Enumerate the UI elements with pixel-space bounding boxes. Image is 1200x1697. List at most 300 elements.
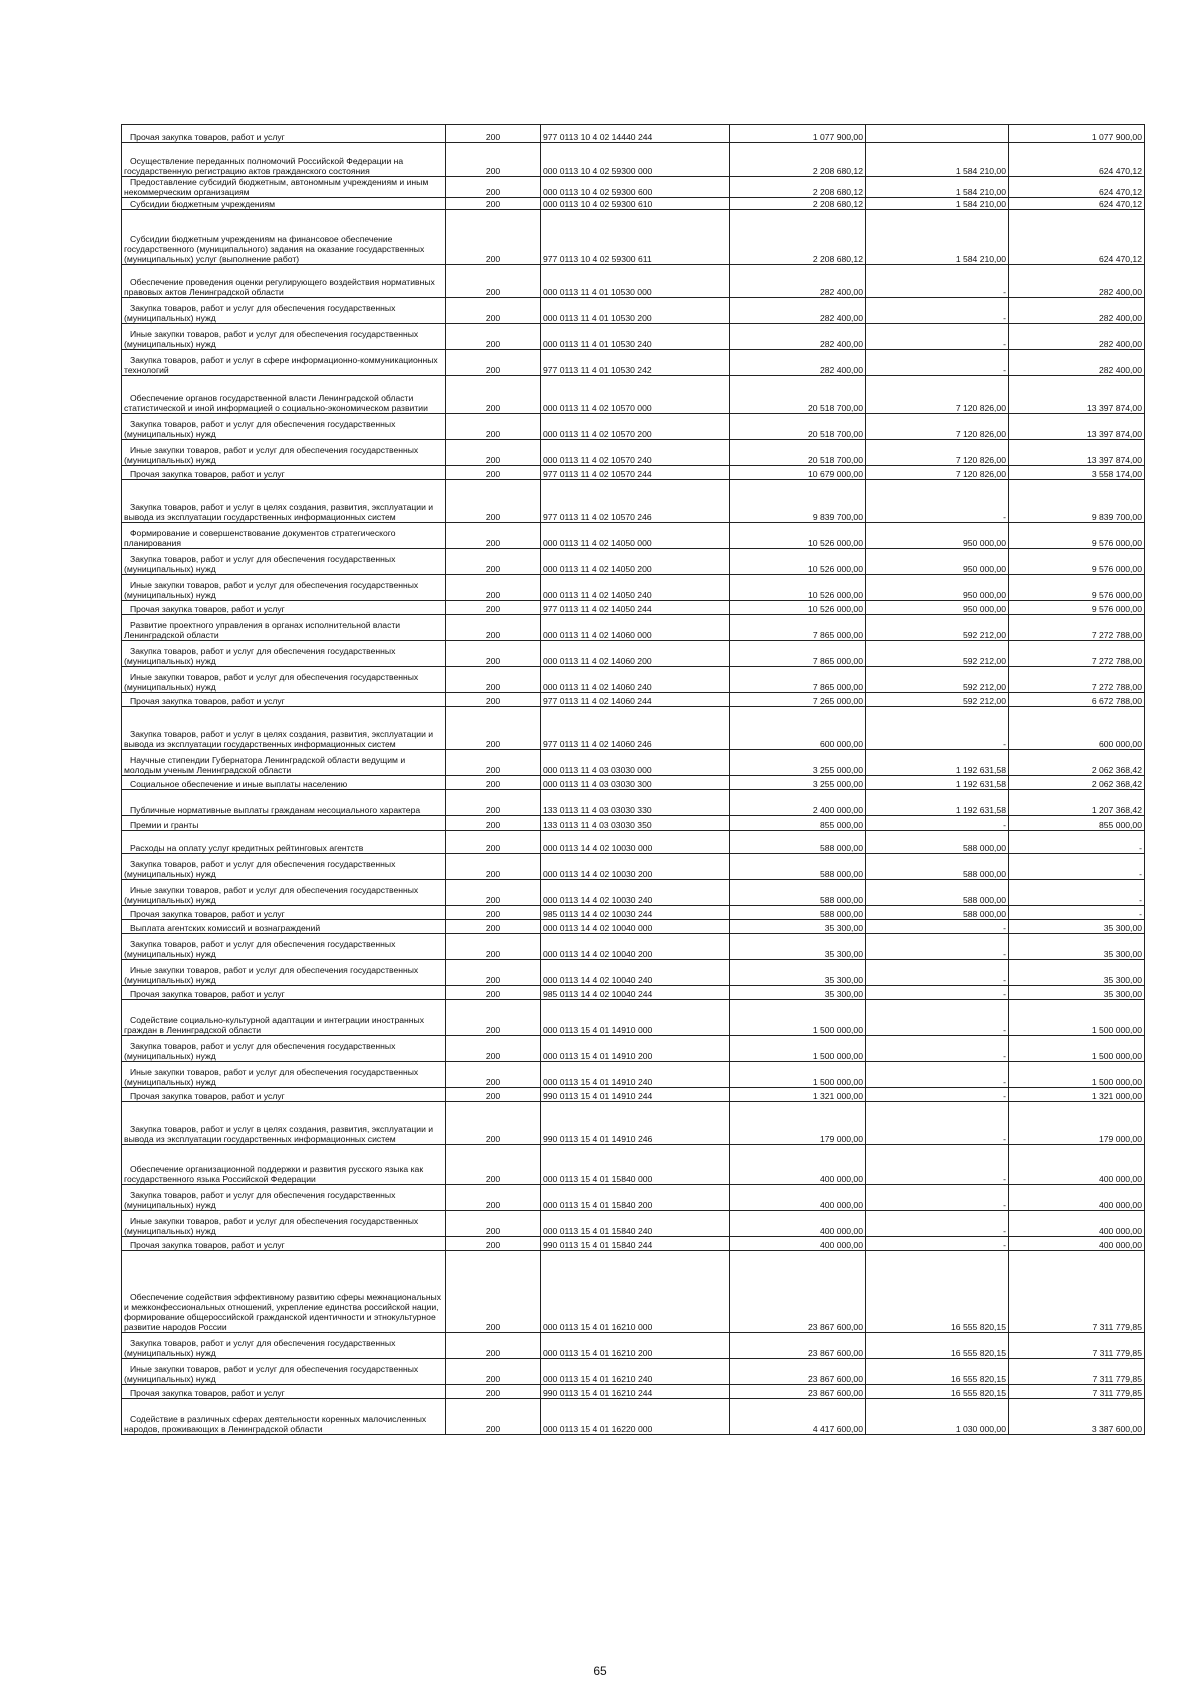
page-number: 65 (593, 1664, 607, 1678)
unexecuted-amount-cell: 1 077 900,00 (1009, 125, 1145, 143)
line-code-cell: 200 (446, 376, 541, 414)
budget-classification-code-cell: 000 0113 11 4 02 14060 000 (541, 615, 730, 641)
budget-classification-code-cell: 977 0113 11 4 02 14060 244 (541, 693, 730, 707)
unexecuted-amount-cell: 3 558 174,00 (1009, 466, 1145, 480)
unexecuted-amount-cell: 282 400,00 (1009, 324, 1145, 350)
approved-amount-cell: 35 300,00 (730, 934, 866, 960)
budget-classification-code-cell: 000 0113 15 4 01 15840 000 (541, 1145, 730, 1185)
budget-classification-code-cell: 000 0113 11 4 03 03030 000 (541, 750, 730, 776)
unexecuted-amount-cell: 282 400,00 (1009, 350, 1145, 376)
line-code-cell: 200 (446, 549, 541, 575)
line-code-cell: 200 (446, 707, 541, 750)
expense-name-cell: Иные закупки товаров, работ и услуг для обеспечения государственных (муниципальных) нужд (122, 960, 446, 986)
executed-amount-cell: 7 120 826,00 (866, 376, 1009, 414)
expense-name-cell: Иные закупки товаров, работ и услуг для обеспечения государственных (муниципальных) нужд (122, 667, 446, 693)
unexecuted-amount-cell: 7 311 779,85 (1009, 1385, 1145, 1399)
expense-name-cell: Закупка товаров, работ и услуг в сфере информационно-коммуникационных технологий (122, 350, 446, 376)
executed-amount-cell: 950 000,00 (866, 549, 1009, 575)
table-row (122, 1185, 1145, 1211)
executed-amount-cell: - (866, 1000, 1009, 1036)
budget-classification-code-cell: 133 0113 11 4 03 03030 330 (541, 790, 730, 816)
unexecuted-amount-cell: - (1009, 831, 1145, 854)
table-row (122, 776, 1145, 790)
line-code-cell: 200 (446, 854, 541, 880)
executed-amount-cell: 1 584 210,00 (866, 198, 1009, 210)
expense-name-cell: Расходы на оплату услуг кредитных рейтинговых агентств (122, 831, 446, 854)
line-code-cell: 200 (446, 523, 541, 549)
unexecuted-amount-cell: 1 500 000,00 (1009, 1062, 1145, 1088)
executed-amount-cell: 592 212,00 (866, 641, 1009, 667)
line-code-cell: 200 (446, 960, 541, 986)
executed-amount-cell: 7 120 826,00 (866, 466, 1009, 480)
expense-name-cell: Выплата агентских комиссий и вознаграждений (122, 920, 446, 934)
table-row (122, 210, 1145, 265)
expense-name-cell: Прочая закупка товаров, работ и услуг (122, 1237, 446, 1251)
expense-name-cell: Прочая закупка товаров, работ и услуг (122, 1385, 446, 1399)
expense-name-cell: Формирование и совершенствование документов стратегического планирования (122, 523, 446, 549)
approved-amount-cell: 1 500 000,00 (730, 1062, 866, 1088)
executed-amount-cell: 7 120 826,00 (866, 440, 1009, 466)
expense-name-cell: Закупка товаров, работ и услуг для обеспечения государственных (муниципальных) нужд (122, 1333, 446, 1359)
budget-classification-code-cell: 000 0113 11 4 02 14050 240 (541, 575, 730, 601)
expense-name-cell: Субсидии бюджетным учреждениям (122, 198, 446, 210)
budget-classification-code-cell: 000 0113 11 4 02 10570 000 (541, 376, 730, 414)
budget-classification-code-cell: 000 0113 15 4 01 14910 200 (541, 1036, 730, 1062)
line-code-cell: 200 (446, 1000, 541, 1036)
budget-classification-code-cell: 000 0113 15 4 01 14910 000 (541, 1000, 730, 1036)
line-code-cell: 200 (446, 601, 541, 615)
executed-amount-cell: - (866, 1102, 1009, 1145)
table-row (122, 549, 1145, 575)
approved-amount-cell: 2 400 000,00 (730, 790, 866, 816)
executed-amount-cell: - (866, 480, 1009, 523)
expense-name-cell: Обеспечение организационной поддержки и развития русского языка как государственного языка Российской Федерации (122, 1145, 446, 1185)
budget-classification-code-cell: 000 0113 10 4 02 59300 000 (541, 143, 730, 177)
unexecuted-amount-cell: 35 300,00 (1009, 960, 1145, 986)
expense-name-cell: Иные закупки товаров, работ и услуг для обеспечения государственных (муниципальных) нужд (122, 440, 446, 466)
budget-classification-code-cell: 990 0113 15 4 01 15840 244 (541, 1237, 730, 1251)
budget-classification-code-cell: 985 0113 14 4 02 10030 244 (541, 906, 730, 920)
expense-name-cell: Обеспечение органов государственной власти Ленинградской области статистической и иной информацией о социально-экономическом развитии (122, 376, 446, 414)
table-row (122, 693, 1145, 707)
approved-amount-cell: 855 000,00 (730, 816, 866, 831)
unexecuted-amount-cell: 13 397 874,00 (1009, 414, 1145, 440)
approved-amount-cell: 7 865 000,00 (730, 641, 866, 667)
table-row (122, 816, 1145, 831)
expense-name-cell: Содействие в различных сферах деятельности коренных малочисленных народов, проживающих в Ленинградской области (122, 1399, 446, 1435)
table-row (122, 831, 1145, 854)
table-row (122, 1359, 1145, 1385)
approved-amount-cell: 20 518 700,00 (730, 440, 866, 466)
approved-amount-cell: 400 000,00 (730, 1145, 866, 1185)
table-row (122, 854, 1145, 880)
unexecuted-amount-cell: 282 400,00 (1009, 298, 1145, 324)
unexecuted-amount-cell: 7 311 779,85 (1009, 1251, 1145, 1333)
budget-classification-code-cell: 000 0113 15 4 01 16210 240 (541, 1359, 730, 1385)
budget-classification-code-cell: 977 0113 11 4 02 10570 246 (541, 480, 730, 523)
budget-classification-code-cell: 000 0113 14 4 02 10030 200 (541, 854, 730, 880)
table-row (122, 1333, 1145, 1359)
unexecuted-amount-cell: - (1009, 880, 1145, 906)
expense-name-cell: Иные закупки товаров, работ и услуг для обеспечения государственных (муниципальных) нужд (122, 880, 446, 906)
line-code-cell: 200 (446, 1333, 541, 1359)
table-row (122, 750, 1145, 776)
line-code-cell: 200 (446, 440, 541, 466)
expense-name-cell: Прочая закупка товаров, работ и услуг (122, 1088, 446, 1102)
budget-classification-code-cell: 133 0113 11 4 03 03030 350 (541, 816, 730, 831)
table-row (122, 198, 1145, 210)
table-row (122, 1145, 1145, 1185)
unexecuted-amount-cell: 624 470,12 (1009, 198, 1145, 210)
budget-classification-code-cell: 985 0113 14 4 02 10040 244 (541, 986, 730, 1000)
expense-name-cell: Иные закупки товаров, работ и услуг для обеспечения государственных (муниципальных) нужд (122, 575, 446, 601)
budget-classification-code-cell: 990 0113 15 4 01 14910 244 (541, 1088, 730, 1102)
budget-classification-code-cell: 000 0113 15 4 01 16210 200 (541, 1333, 730, 1359)
budget-execution-table (121, 124, 1145, 1435)
line-code-cell: 200 (446, 1399, 541, 1435)
budget-classification-code-cell: 000 0113 11 4 03 03030 300 (541, 776, 730, 790)
unexecuted-amount-cell: 9 576 000,00 (1009, 601, 1145, 615)
table-row (122, 480, 1145, 523)
table-row (122, 177, 1145, 198)
approved-amount-cell: 7 865 000,00 (730, 615, 866, 641)
unexecuted-amount-cell: 2 062 368,42 (1009, 776, 1145, 790)
approved-amount-cell: 588 000,00 (730, 906, 866, 920)
approved-amount-cell: 23 867 600,00 (730, 1333, 866, 1359)
budget-classification-code-cell: 000 0113 14 4 02 10040 200 (541, 934, 730, 960)
approved-amount-cell: 400 000,00 (730, 1237, 866, 1251)
table-row (122, 1036, 1145, 1062)
unexecuted-amount-cell: 1 500 000,00 (1009, 1000, 1145, 1036)
approved-amount-cell: 35 300,00 (730, 960, 866, 986)
line-code-cell: 200 (446, 920, 541, 934)
table-row (122, 986, 1145, 1000)
expense-name-cell: Предоставление субсидий бюджетным, автономным учреждениям и иным некоммерческим организациям (122, 177, 446, 198)
budget-classification-code-cell: 000 0113 14 4 02 10030 240 (541, 880, 730, 906)
expense-name-cell: Премии и гранты (122, 816, 446, 831)
line-code-cell: 200 (446, 693, 541, 707)
expense-name-cell: Научные стипендии Губернатора Ленинградской области ведущим и молодым ученым Ленинградской области (122, 750, 446, 776)
line-code-cell: 200 (446, 324, 541, 350)
executed-amount-cell: - (866, 265, 1009, 298)
approved-amount-cell: 23 867 600,00 (730, 1385, 866, 1399)
executed-amount-cell: - (866, 1237, 1009, 1251)
unexecuted-amount-cell: 35 300,00 (1009, 934, 1145, 960)
table-row (122, 1000, 1145, 1036)
table-row (122, 440, 1145, 466)
approved-amount-cell: 10 526 000,00 (730, 549, 866, 575)
unexecuted-amount-cell: 35 300,00 (1009, 920, 1145, 934)
expense-name-cell: Прочая закупка товаров, работ и услуг (122, 125, 446, 143)
table-row (122, 615, 1145, 641)
executed-amount-cell: - (866, 986, 1009, 1000)
approved-amount-cell: 20 518 700,00 (730, 376, 866, 414)
approved-amount-cell: 282 400,00 (730, 298, 866, 324)
executed-amount-cell: 592 212,00 (866, 693, 1009, 707)
unexecuted-amount-cell: 2 062 368,42 (1009, 750, 1145, 776)
line-code-cell: 200 (446, 466, 541, 480)
table-row (122, 1211, 1145, 1237)
approved-amount-cell: 1 321 000,00 (730, 1088, 866, 1102)
executed-amount-cell: - (866, 324, 1009, 350)
unexecuted-amount-cell: 855 000,00 (1009, 816, 1145, 831)
expense-name-cell: Закупка товаров, работ и услуг для обеспечения государственных (муниципальных) нужд (122, 854, 446, 880)
unexecuted-amount-cell: 400 000,00 (1009, 1237, 1145, 1251)
executed-amount-cell: 588 000,00 (866, 906, 1009, 920)
line-code-cell: 200 (446, 265, 541, 298)
line-code-cell: 200 (446, 1062, 541, 1088)
unexecuted-amount-cell: 6 672 788,00 (1009, 693, 1145, 707)
approved-amount-cell: 400 000,00 (730, 1185, 866, 1211)
line-code-cell: 200 (446, 906, 541, 920)
executed-amount-cell: - (866, 1145, 1009, 1185)
expense-name-cell: Социальное обеспечение и иные выплаты населению (122, 776, 446, 790)
budget-classification-code-cell: 000 0113 11 4 02 10570 240 (541, 440, 730, 466)
executed-amount-cell: - (866, 816, 1009, 831)
line-code-cell: 200 (446, 1211, 541, 1237)
executed-amount-cell: - (866, 298, 1009, 324)
table-row (122, 934, 1145, 960)
executed-amount-cell: 588 000,00 (866, 880, 1009, 906)
line-code-cell: 200 (446, 1145, 541, 1185)
approved-amount-cell: 10 526 000,00 (730, 575, 866, 601)
expense-name-cell: Прочая закупка товаров, работ и услуг (122, 693, 446, 707)
line-code-cell: 200 (446, 125, 541, 143)
approved-amount-cell: 1 500 000,00 (730, 1000, 866, 1036)
unexecuted-amount-cell: 7 311 779,85 (1009, 1359, 1145, 1385)
executed-amount-cell: - (866, 1088, 1009, 1102)
table-row (122, 1062, 1145, 1088)
unexecuted-amount-cell: 400 000,00 (1009, 1145, 1145, 1185)
executed-amount-cell: - (866, 920, 1009, 934)
budget-classification-code-cell: 990 0113 15 4 01 16210 244 (541, 1385, 730, 1399)
unexecuted-amount-cell: 9 576 000,00 (1009, 523, 1145, 549)
approved-amount-cell: 588 000,00 (730, 854, 866, 880)
line-code-cell: 200 (446, 143, 541, 177)
approved-amount-cell: 2 208 680,12 (730, 177, 866, 198)
executed-amount-cell: 950 000,00 (866, 575, 1009, 601)
unexecuted-amount-cell: 600 000,00 (1009, 707, 1145, 750)
executed-amount-cell: 16 555 820,15 (866, 1385, 1009, 1399)
approved-amount-cell: 35 300,00 (730, 920, 866, 934)
unexecuted-amount-cell: 7 272 788,00 (1009, 641, 1145, 667)
unexecuted-amount-cell: 282 400,00 (1009, 265, 1145, 298)
unexecuted-amount-cell: 1 207 368,42 (1009, 790, 1145, 816)
table-row (122, 1251, 1145, 1333)
expense-name-cell: Прочая закупка товаров, работ и услуг (122, 906, 446, 920)
approved-amount-cell: 588 000,00 (730, 831, 866, 854)
approved-amount-cell: 2 208 680,12 (730, 198, 866, 210)
executed-amount-cell: 1 192 631,58 (866, 776, 1009, 790)
expense-name-cell: Закупка товаров, работ и услуг для обеспечения государственных (муниципальных) нужд (122, 1036, 446, 1062)
budget-classification-code-cell: 990 0113 15 4 01 14910 246 (541, 1102, 730, 1145)
expense-name-cell: Закупка товаров, работ и услуг в целях создания, развития, эксплуатации и вывода из эксплуатации государственных информационных систем (122, 1102, 446, 1145)
approved-amount-cell: 3 255 000,00 (730, 750, 866, 776)
executed-amount-cell: 1 192 631,58 (866, 790, 1009, 816)
budget-classification-code-cell: 000 0113 10 4 02 59300 600 (541, 177, 730, 198)
executed-amount-cell: 592 212,00 (866, 667, 1009, 693)
expense-name-cell: Иные закупки товаров, работ и услуг для обеспечения государственных (муниципальных) нужд (122, 1062, 446, 1088)
unexecuted-amount-cell: 1 500 000,00 (1009, 1036, 1145, 1062)
expense-name-cell: Обеспечение содействия эффективному развитию сферы межнациональных и межконфессиональных отношений, укрепление единства российской нации, формирование общероссийской гражданской идентичности и этнокультурное развитие народов России (122, 1251, 446, 1333)
approved-amount-cell: 3 255 000,00 (730, 776, 866, 790)
expense-name-cell: Закупка товаров, работ и услуг для обеспечения государственных (муниципальных) нужд (122, 934, 446, 960)
table-row (122, 324, 1145, 350)
expense-name-cell: Закупка товаров, работ и услуг в целях создания, развития, эксплуатации и вывода из эксплуатации государственных информационных систем (122, 707, 446, 750)
expense-name-cell: Иные закупки товаров, работ и услуг для обеспечения государственных (муниципальных) нужд (122, 324, 446, 350)
table-row (122, 790, 1145, 816)
budget-classification-code-cell: 000 0113 11 4 01 10530 200 (541, 298, 730, 324)
approved-amount-cell: 282 400,00 (730, 265, 866, 298)
line-code-cell: 200 (446, 350, 541, 376)
line-code-cell: 200 (446, 831, 541, 854)
unexecuted-amount-cell: 7 272 788,00 (1009, 667, 1145, 693)
budget-classification-code-cell: 000 0113 11 4 01 10530 240 (541, 324, 730, 350)
budget-classification-code-cell: 977 0113 11 4 02 14060 246 (541, 707, 730, 750)
approved-amount-cell: 588 000,00 (730, 880, 866, 906)
unexecuted-amount-cell: 35 300,00 (1009, 986, 1145, 1000)
line-code-cell: 200 (446, 1237, 541, 1251)
line-code-cell: 200 (446, 816, 541, 831)
budget-classification-code-cell: 000 0113 15 4 01 15840 240 (541, 1211, 730, 1237)
approved-amount-cell: 10 526 000,00 (730, 523, 866, 549)
expense-name-cell: Субсидии бюджетным учреждениям на финансовое обеспечение государственного (муниципального) задания на оказание государственных (муниципальных) услуг (выполнение работ) (122, 210, 446, 265)
executed-amount-cell: 588 000,00 (866, 831, 1009, 854)
approved-amount-cell: 23 867 600,00 (730, 1251, 866, 1333)
unexecuted-amount-cell: 179 000,00 (1009, 1102, 1145, 1145)
unexecuted-amount-cell: 13 397 874,00 (1009, 376, 1145, 414)
table-row (122, 641, 1145, 667)
executed-amount-cell: 1 584 210,00 (866, 177, 1009, 198)
expense-name-cell: Осуществление переданных полномочий Российской Федерации на государственную регистрацию актов гражданского состояния (122, 143, 446, 177)
executed-amount-cell: 1 584 210,00 (866, 143, 1009, 177)
expense-name-cell: Закупка товаров, работ и услуг для обеспечения государственных (муниципальных) нужд (122, 414, 446, 440)
approved-amount-cell: 600 000,00 (730, 707, 866, 750)
unexecuted-amount-cell: 7 272 788,00 (1009, 615, 1145, 641)
unexecuted-amount-cell: 13 397 874,00 (1009, 440, 1145, 466)
budget-classification-code-cell: 000 0113 15 4 01 14910 240 (541, 1062, 730, 1088)
line-code-cell: 200 (446, 575, 541, 601)
executed-amount-cell: 950 000,00 (866, 523, 1009, 549)
unexecuted-amount-cell: 624 470,12 (1009, 210, 1145, 265)
line-code-cell: 200 (446, 667, 541, 693)
line-code-cell: 200 (446, 641, 541, 667)
executed-amount-cell: 7 120 826,00 (866, 414, 1009, 440)
expense-name-cell: Прочая закупка товаров, работ и услуг (122, 466, 446, 480)
table-row (122, 667, 1145, 693)
table-row (122, 1102, 1145, 1145)
approved-amount-cell: 282 400,00 (730, 324, 866, 350)
budget-classification-code-cell: 000 0113 14 4 02 10030 000 (541, 831, 730, 854)
unexecuted-amount-cell: 7 311 779,85 (1009, 1333, 1145, 1359)
table-row (122, 906, 1145, 920)
executed-amount-cell: - (866, 960, 1009, 986)
expense-name-cell: Публичные нормативные выплаты гражданам несоциального характера (122, 790, 446, 816)
executed-amount-cell: - (866, 707, 1009, 750)
unexecuted-amount-cell: - (1009, 906, 1145, 920)
expense-name-cell: Развитие проектного управления в органах исполнительной власти Ленинградской области (122, 615, 446, 641)
table-row (122, 1088, 1145, 1102)
line-code-cell: 200 (446, 615, 541, 641)
approved-amount-cell: 7 865 000,00 (730, 667, 866, 693)
expense-name-cell: Закупка товаров, работ и услуг для обеспечения государственных (муниципальных) нужд (122, 298, 446, 324)
approved-amount-cell: 35 300,00 (730, 986, 866, 1000)
line-code-cell: 200 (446, 750, 541, 776)
line-code-cell: 200 (446, 210, 541, 265)
approved-amount-cell: 1 077 900,00 (730, 125, 866, 143)
budget-classification-code-cell: 977 0113 11 4 02 14050 244 (541, 601, 730, 615)
line-code-cell: 200 (446, 177, 541, 198)
executed-amount-cell: 592 212,00 (866, 615, 1009, 641)
line-code-cell: 200 (446, 198, 541, 210)
executed-amount-cell: 1 584 210,00 (866, 210, 1009, 265)
approved-amount-cell: 23 867 600,00 (730, 1359, 866, 1385)
line-code-cell: 200 (446, 986, 541, 1000)
approved-amount-cell: 2 208 680,12 (730, 143, 866, 177)
executed-amount-cell: 16 555 820,15 (866, 1251, 1009, 1333)
budget-classification-code-cell: 000 0113 11 4 02 14050 000 (541, 523, 730, 549)
executed-amount-cell: - (866, 1185, 1009, 1211)
approved-amount-cell: 2 208 680,12 (730, 210, 866, 265)
expense-name-cell: Прочая закупка товаров, работ и услуг (122, 986, 446, 1000)
line-code-cell: 200 (446, 776, 541, 790)
approved-amount-cell: 10 526 000,00 (730, 601, 866, 615)
line-code-cell: 200 (446, 1036, 541, 1062)
table-row (122, 1237, 1145, 1251)
expense-name-cell: Иные закупки товаров, работ и услуг для обеспечения государственных (муниципальных) нужд (122, 1211, 446, 1237)
table-row (122, 376, 1145, 414)
table-row (122, 575, 1145, 601)
unexecuted-amount-cell: - (1009, 854, 1145, 880)
expense-name-cell: Закупка товаров, работ и услуг в целях создания, развития, эксплуатации и вывода из эксплуатации государственных информационных систем (122, 480, 446, 523)
table-row (122, 414, 1145, 440)
expense-name-cell: Закупка товаров, работ и услуг для обеспечения государственных (муниципальных) нужд (122, 1185, 446, 1211)
table-row (122, 143, 1145, 177)
budget-classification-code-cell: 977 0113 11 4 01 10530 242 (541, 350, 730, 376)
executed-amount-cell (866, 125, 1009, 143)
executed-amount-cell: 588 000,00 (866, 854, 1009, 880)
table-row (122, 1385, 1145, 1399)
budget-classification-code-cell: 000 0113 15 4 01 16220 000 (541, 1399, 730, 1435)
unexecuted-amount-cell: 9 576 000,00 (1009, 549, 1145, 575)
expense-name-cell: Закупка товаров, работ и услуг для обеспечения государственных (муниципальных) нужд (122, 641, 446, 667)
approved-amount-cell: 282 400,00 (730, 350, 866, 376)
table-row (122, 1399, 1145, 1435)
budget-classification-code-cell: 000 0113 11 4 02 14060 200 (541, 641, 730, 667)
line-code-cell: 200 (446, 1102, 541, 1145)
approved-amount-cell: 7 265 000,00 (730, 693, 866, 707)
unexecuted-amount-cell: 624 470,12 (1009, 177, 1145, 198)
line-code-cell: 200 (446, 880, 541, 906)
table-row (122, 298, 1145, 324)
line-code-cell: 200 (446, 298, 541, 324)
line-code-cell: 200 (446, 934, 541, 960)
table-row (122, 601, 1145, 615)
budget-classification-code-cell: 000 0113 15 4 01 15840 200 (541, 1185, 730, 1211)
budget-classification-code-cell: 000 0113 11 4 02 10570 200 (541, 414, 730, 440)
expense-name-cell: Иные закупки товаров, работ и услуг для обеспечения государственных (муниципальных) нужд (122, 1359, 446, 1385)
approved-amount-cell: 20 518 700,00 (730, 414, 866, 440)
approved-amount-cell: 179 000,00 (730, 1102, 866, 1145)
line-code-cell: 200 (446, 1359, 541, 1385)
unexecuted-amount-cell: 9 839 700,00 (1009, 480, 1145, 523)
unexecuted-amount-cell: 3 387 600,00 (1009, 1399, 1145, 1435)
executed-amount-cell: - (866, 1062, 1009, 1088)
table-row (122, 523, 1145, 549)
executed-amount-cell: - (866, 350, 1009, 376)
unexecuted-amount-cell: 400 000,00 (1009, 1211, 1145, 1237)
executed-amount-cell: 950 000,00 (866, 601, 1009, 615)
